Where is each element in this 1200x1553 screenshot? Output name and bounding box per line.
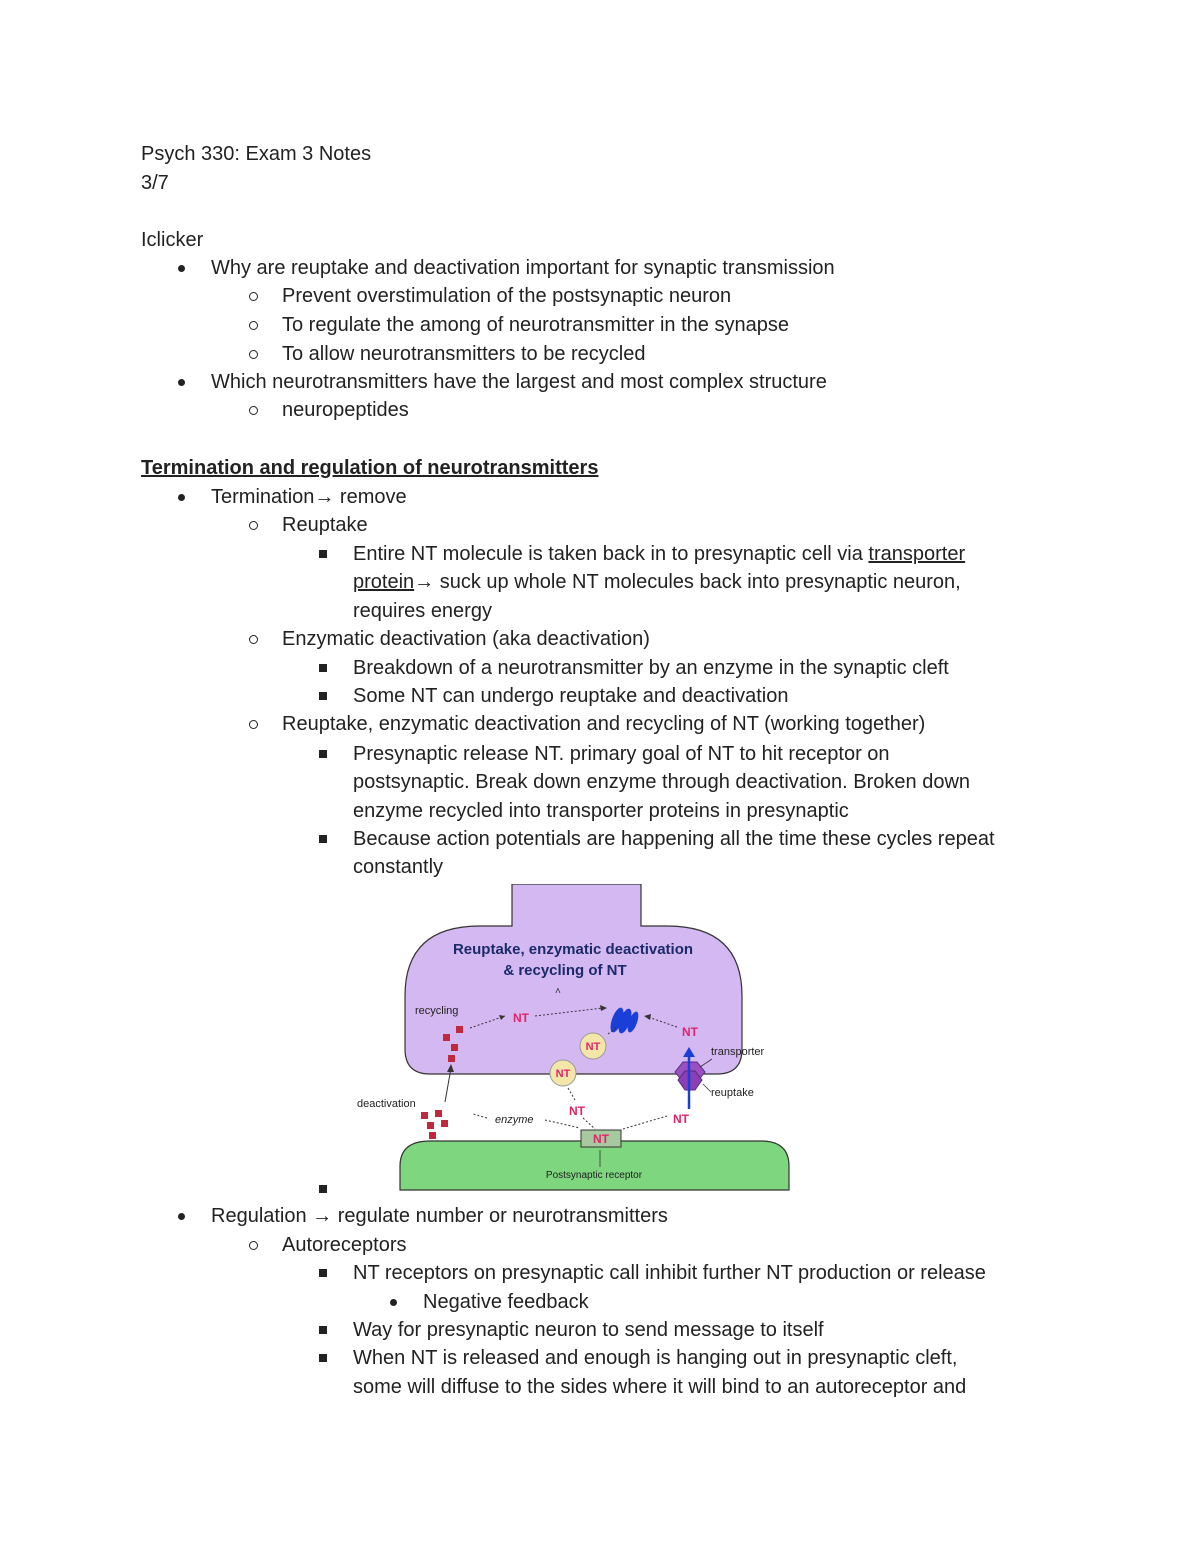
nt-label-recycled: NT [513,1011,529,1025]
deactivation-fragments [421,1110,448,1139]
list-item-continued: constantly [353,856,444,878]
nt-label-cleft-left: NT [569,1104,585,1118]
postsynaptic-cell [400,1141,789,1190]
label-transporter: transporter [711,1046,765,1058]
list-item-continued: requires energy [353,600,492,622]
label-deactivation: deactivation [357,1098,416,1110]
document-page: Psych 330: Exam 3 Notes 3/7 Iclicker Why are reuptake and deactivation important for synaptic transmission Prevent overstimulation of the postsynaptic neuron To regulate the among of neurotransmitter in the synapse To allow neurotransmitters to be recycled Which neurotransmitters have the largest and most complex structure neuropeptides Termination and regulation of neurotransmitters Termination→ remove Reuptake Entire NT molecule is taken back in to presynaptic cell via transporter protein→ suck up whole NT molecules back into presynaptic neuron, requires energy Enzymatic deactivation (aka deactivation) Breakdown of a neurotransmitter by an enzyme in the synaptic cleft Some NT can undergo reuptake and deactivation Reuptake, enzymatic deactivation and recycling of NT (working together) Presynaptic release NT. primary goal of NT to hit receptor on postsynaptic. Break down enzyme through deactivation. Broken down enzyme recycled into transporter proteins in presynaptic Because action potentials are happening all the time these cycles repeat constantly Reuptake, enzymatic deactivation & recycling of NT ˄ recycling NT NT NT NT transporter reuptake deactivation enzyme NT NT NT Postsynaptic receptor Regulation → regulate number or neurotransmitters Autoreceptors NT receptors on presynaptic call inhibit further NT production or release Negative feedback Way for presynaptic neuron to send message to itself When NT is released and enough is hanging out in presynaptic cleft, some will diffuse to the sides where it will bind to an autoreceptor and [0,0,1200,1553]
label-recycling: recycling [415,1005,459,1017]
list-item-continued: enzyme recycled into transporter proteins in presynaptic [353,800,849,822]
label-enzyme: enzyme [495,1114,534,1126]
pointer-dot: ˄ [555,986,561,997]
diagram-title-line1: Reuptake, enzymatic deactivation [452,941,694,958]
nt-label-reuptaken: NT [682,1025,698,1039]
list-item-continued: protein→ suck up whole NT molecules back into presynaptic neuron, [353,571,961,593]
nt-vesicle-upper-label: NT [585,1041,601,1053]
doc-title: Psych 330: Exam 3 Notes [141,143,372,165]
nt-label-cleft-right: NT [673,1112,689,1126]
nt-vesicle-lower-label: NT [555,1068,571,1080]
arrow-enzyme-right [545,1120,580,1128]
list-item-continued: postsynaptic. Break down enzyme through deactivation. Broken down [353,771,971,793]
label-postsynaptic-receptor: Postsynaptic receptor [545,1170,643,1181]
label-reuptake: reuptake [711,1087,754,1099]
synapse-diagram [355,884,791,1194]
diagram-title-line2: & recycling of NT [503,962,627,979]
section-iclicker: Iclicker [141,229,204,251]
arrow-enzyme-left [473,1114,487,1118]
section-heading: Termination and regulation of neurotransmitters [141,457,599,479]
nt-label-bound: NT [593,1132,609,1146]
doc-date: 3/7 [141,172,169,194]
list-item-continued: some will diffuse to the sides where it will bind to an autoreceptor and [353,1376,967,1398]
